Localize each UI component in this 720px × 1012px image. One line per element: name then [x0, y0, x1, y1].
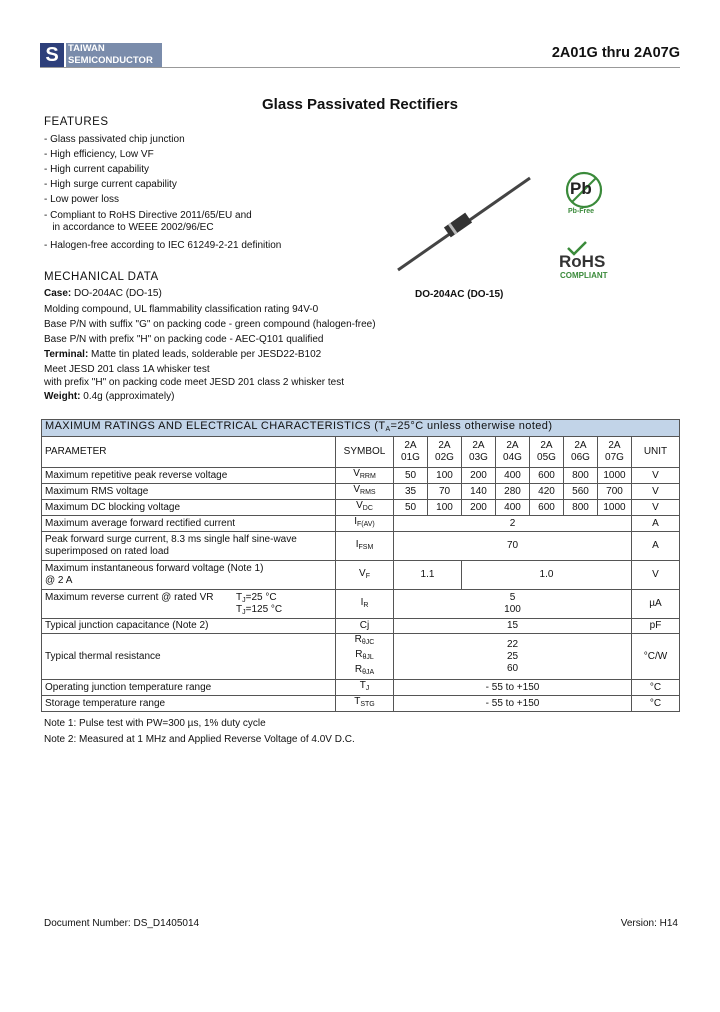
value-cell: 70 [394, 532, 632, 561]
unit-cell: A [632, 532, 680, 561]
value-cell: 1000 [598, 468, 632, 484]
company-name-line2: SEMICONDUCTOR [68, 54, 153, 66]
value-cell: 5 100 [394, 590, 632, 619]
symbol-cell: Cj [336, 619, 394, 634]
symbol-cell: $V_{RRM}$ [336, 468, 394, 484]
table-title: MAXIMUM RATINGS AND ELECTRICAL CHARACTERISTICS ($T_A=25^\circ C$ unless otherwise noted) [42, 420, 680, 437]
value-cell: 22 25 60 [394, 634, 632, 680]
param-cell: Peak forward surge current, 8.3 ms single half sine-wave superimposed on rated load [42, 532, 336, 561]
mech-terminal [44, 349, 321, 361]
table-row [42, 561, 680, 590]
version-label: Version: H14 [620, 918, 678, 929]
table-row [42, 468, 680, 484]
value-cell: 200 [462, 500, 496, 516]
unit-cell: V [632, 484, 680, 500]
document-title: Glass Passivated Rectifiers [262, 96, 458, 113]
param-cell: Typical junction capacitance (Note 2) [42, 619, 336, 634]
symbol-cell: $T_{STG}$ [336, 696, 394, 712]
feature-item: - Low power loss [44, 194, 120, 205]
value-cell: 800 [564, 500, 598, 516]
unit-cell: V [632, 500, 680, 516]
mech-case-value: DO-204AC (DO-15) [71, 288, 162, 299]
param-cell: Maximum reverse current @ rated VR $T_J=25$ °C $T_J=125$ °C [42, 590, 336, 619]
header-model: 2A 04G [496, 437, 530, 468]
header-model: 2A 05G [530, 437, 564, 468]
value-cell: 1.0 [462, 561, 632, 590]
value-cell: 600 [530, 500, 564, 516]
header-unit: UNIT [632, 437, 680, 468]
header-model: 2A 07G [598, 437, 632, 468]
mech-terminal-label: Terminal: [44, 349, 89, 360]
value-cell: 280 [496, 484, 530, 500]
feature-item: - Glass passivated chip junction [44, 134, 185, 145]
mech-line: Base P/N with prefix "H" on packing code - AEC-Q101 qualified [44, 334, 324, 345]
part-range-title: 2A01G thru 2A07G [551, 45, 680, 61]
feature-item: - High surge current capability [44, 179, 177, 190]
diode-package-drawing [390, 170, 540, 280]
value-cell: 2 [394, 516, 632, 532]
feature-item: - High efficiency, Low VF [44, 149, 154, 160]
table-row [42, 619, 680, 634]
unit-cell: A [632, 516, 680, 532]
header-symbol: SYMBOL [336, 437, 394, 468]
table-row [42, 516, 680, 532]
pb-text: Pb [570, 179, 592, 198]
unit-cell: µA [632, 590, 680, 619]
value-cell: 400 [496, 468, 530, 484]
unit-cell: pF [632, 619, 680, 634]
table-header-row [42, 437, 680, 468]
param-cell: Maximum average forward rectified current [42, 516, 336, 532]
param-cell: Operating junction temperature range [42, 680, 336, 696]
table-title-row [42, 420, 680, 437]
rohs-compliant-label: COMPLIANT [560, 271, 608, 280]
table-row [42, 590, 680, 619]
value-cell: 35 [394, 484, 428, 500]
value-cell: 100 [428, 468, 462, 484]
symbol-cell: $V_F$ [336, 561, 394, 590]
mech-line: Meet JESD 201 class 1A whisker test [44, 364, 210, 375]
mech-weight-value: 0.4g (approximately) [80, 391, 175, 402]
header-divider [40, 67, 680, 68]
value-cell: 400 [496, 500, 530, 516]
mech-case-label: Case: [44, 288, 72, 299]
unit-cell: V [632, 561, 680, 590]
note-2: Note 2: Measured at 1 MHz and Applied Reverse Voltage of 4.0V D.C. [44, 734, 355, 745]
ratings-table [41, 419, 680, 712]
symbol-cell: $I_R$ [336, 590, 394, 619]
table-row [42, 484, 680, 500]
header-model: 2A 06G [564, 437, 598, 468]
feature-item: - High current capability [44, 164, 150, 175]
mech-line: Molding compound, UL flammability classification rating 94V-0 [44, 304, 319, 315]
mech-case [44, 288, 162, 300]
note-1: Note 1: Pulse test with PW=300 µs, 1% duty cycle [44, 718, 266, 729]
table-row [42, 500, 680, 516]
param-cell: Typical thermal resistance [42, 634, 336, 680]
value-cell: 600 [530, 468, 564, 484]
value-cell: 140 [462, 484, 496, 500]
table-row [42, 680, 680, 696]
value-cell: 200 [462, 468, 496, 484]
unit-cell: °C [632, 680, 680, 696]
param-cell: Maximum DC blocking voltage [42, 500, 336, 516]
header-model: 2A 03G [462, 437, 496, 468]
pb-free-label: Pb-Free [568, 208, 595, 215]
mech-terminal-value: Matte tin plated leads, solderable per JESD22-B102 [88, 349, 322, 360]
package-label: DO-204AC (DO-15) [415, 289, 504, 300]
unit-cell: °C/W [632, 634, 680, 680]
param-cell: Maximum RMS voltage [42, 484, 336, 500]
value-cell: 1.1 [394, 561, 462, 590]
symbol-cell: $I_{FSM}$ [336, 532, 394, 561]
param-cell: Maximum repetitive peak reverse voltage [42, 468, 336, 484]
symbol-cell: $I_{F(AV)}$ [336, 516, 394, 532]
symbol-cell: $V_{RMS}$ [336, 484, 394, 500]
value-cell: 100 [428, 500, 462, 516]
symbol-cell: $R_{\theta JC}$ $R_{\theta JL}$ $R_{\theta JA}$ [336, 634, 394, 680]
mech-line: Base P/N with suffix "G" on packing code - green compound (halogen-free) [44, 319, 376, 330]
value-cell: 70 [428, 484, 462, 500]
header-model: 2A 02G [428, 437, 462, 468]
value-cell: 50 [394, 500, 428, 516]
value-cell: 420 [530, 484, 564, 500]
value-cell: 50 [394, 468, 428, 484]
feature-item: in accordance to WEEE 2002/96/EC [44, 222, 214, 233]
mech-weight-label: Weight: [44, 391, 81, 402]
table-row [42, 696, 680, 712]
unit-cell: °C [632, 696, 680, 712]
value-cell: - 55 to +150 [394, 680, 632, 696]
features-heading: FEATURES [44, 116, 109, 128]
company-name [66, 43, 162, 67]
document-number: Document Number: DS_D1405014 [44, 918, 200, 929]
param-cell: Storage temperature range [42, 696, 336, 712]
feature-item: - Halogen-free according to IEC 61249-2-21 definition [44, 240, 282, 251]
symbol-cell: $T_J$ [336, 680, 394, 696]
value-cell: 15 [394, 619, 632, 634]
company-name-line1: TAIWAN [68, 43, 105, 54]
value-cell: 560 [564, 484, 598, 500]
company-logo-mark: S [45, 44, 59, 66]
symbol-cell: $V_{DC}$ [336, 500, 394, 516]
unit-cell: V [632, 468, 680, 484]
mech-line: with prefix "H" on packing code meet JESD 201 class 2 whisker test [44, 377, 345, 388]
table-row [42, 532, 680, 561]
value-cell: 700 [598, 484, 632, 500]
header-model: 2A 01G [394, 437, 428, 468]
feature-item: - Compliant to RoHS Directive 2011/65/EU and [44, 210, 252, 221]
header-parameter: PARAMETER [42, 437, 336, 468]
param-cell: Maximum instantaneous forward voltage (Note 1) @ 2 A [42, 561, 336, 590]
table-row [42, 634, 680, 680]
value-cell: - 55 to +150 [394, 696, 632, 712]
value-cell: 1000 [598, 500, 632, 516]
mech-weight [44, 391, 174, 403]
mechanical-heading: MECHANICAL DATA [44, 271, 159, 283]
rohs-text: RoHS [559, 252, 606, 271]
value-cell: 800 [564, 468, 598, 484]
